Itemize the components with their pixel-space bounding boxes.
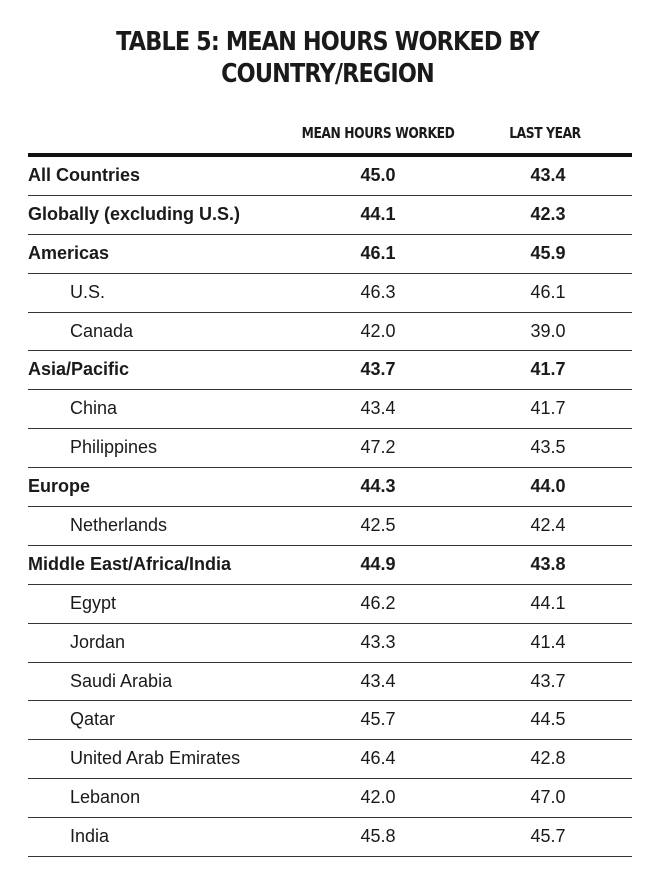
last-year-value: 42.8: [530, 748, 566, 769]
table-row: [28, 624, 632, 663]
table-title-line-1: TABLE 5: MEAN HOURS WORKED BY: [116, 27, 539, 57]
mean-hours-value: 45.7: [360, 709, 396, 730]
row-label: Europe: [28, 476, 91, 497]
last-year-value: 43.7: [530, 670, 566, 691]
mean-hours-value: 45.8: [360, 826, 396, 847]
table-row: [28, 196, 632, 235]
mean-hours-value: 42.0: [360, 787, 396, 808]
table-row: [28, 390, 632, 429]
last-year-value: 45.9: [530, 242, 566, 263]
row-label: Saudi Arabia: [70, 670, 173, 691]
last-year-value: 43.8: [530, 553, 566, 574]
table-body: [28, 157, 632, 857]
mean-hours-value: 46.3: [360, 281, 396, 302]
mean-hours-value: 43.7: [360, 359, 396, 380]
row-label: Egypt: [70, 592, 117, 613]
mean-hours-value: 46.2: [360, 592, 396, 613]
row-label: Philippines: [70, 437, 158, 458]
table-row: [28, 313, 632, 352]
mean-hours-value: 44.3: [360, 476, 396, 497]
mean-hours-value: 47.2: [360, 437, 396, 458]
row-label: Middle East/Africa/India: [28, 553, 232, 574]
last-year-value: 46.1: [530, 281, 566, 302]
table-row: [28, 351, 632, 390]
table-title-line-2: COUNTRY/REGION: [221, 59, 434, 89]
mean-hours-value: 45.0: [360, 165, 396, 185]
row-label: Canada: [70, 320, 134, 341]
table-row: [28, 779, 632, 818]
row-label: All Countries: [28, 165, 141, 185]
last-year-value: 41.7: [530, 359, 566, 380]
column-header-last-year: LAST YEAR: [509, 124, 581, 142]
last-year-value: 45.7: [530, 826, 566, 847]
last-year-value: 43.4: [530, 165, 566, 185]
mean-hours-value: 43.4: [360, 670, 396, 691]
table-row: [28, 663, 632, 702]
table-title: [46, 26, 609, 90]
last-year-value: 44.0: [530, 476, 566, 497]
row-label: U.S.: [70, 281, 106, 302]
mean-hours-value: 46.4: [360, 748, 396, 769]
table-row: [28, 468, 632, 507]
mean-hours-value: 44.9: [360, 553, 396, 574]
table-row: [28, 546, 632, 585]
table-row: [28, 740, 632, 779]
row-label: China: [70, 398, 118, 419]
last-year-value: 42.3: [530, 203, 566, 224]
last-year-value: 41.4: [530, 631, 566, 652]
row-label: Netherlands: [70, 515, 168, 536]
mean-hours-value: 44.1: [360, 203, 396, 224]
row-label: United Arab Emirates: [70, 748, 241, 769]
row-label: Asia/Pacific: [28, 359, 130, 380]
table-row: [28, 585, 632, 624]
table-row: [28, 507, 632, 546]
last-year-value: 41.7: [530, 398, 566, 419]
row-label: Lebanon: [70, 787, 141, 808]
row-label: Qatar: [70, 709, 116, 730]
last-year-value: 44.1: [530, 592, 566, 613]
table-row: [28, 701, 632, 740]
row-label: Globally (excluding U.S.): [28, 203, 241, 224]
last-year-value: 39.0: [530, 320, 566, 341]
row-label: India: [70, 826, 110, 847]
row-label: Americas: [28, 242, 110, 263]
table-row: [28, 274, 632, 313]
last-year-value: 47.0: [530, 787, 566, 808]
last-year-value: 43.5: [530, 437, 566, 458]
mean-hours-value: 42.0: [360, 320, 396, 341]
table-row: [28, 818, 632, 857]
last-year-value: 42.4: [530, 515, 566, 536]
mean-hours-value: 43.4: [360, 398, 396, 419]
table-row: [28, 235, 632, 274]
table-row: [28, 429, 632, 468]
table-row: [28, 157, 632, 196]
column-header-mean-hours: MEAN HOURS WORKED: [301, 124, 455, 142]
mean-hours-value: 43.3: [360, 631, 396, 652]
last-year-value: 44.5: [530, 709, 566, 730]
row-label: Jordan: [70, 631, 126, 652]
mean-hours-value: 46.1: [360, 242, 396, 263]
mean-hours-value: 42.5: [360, 515, 396, 536]
